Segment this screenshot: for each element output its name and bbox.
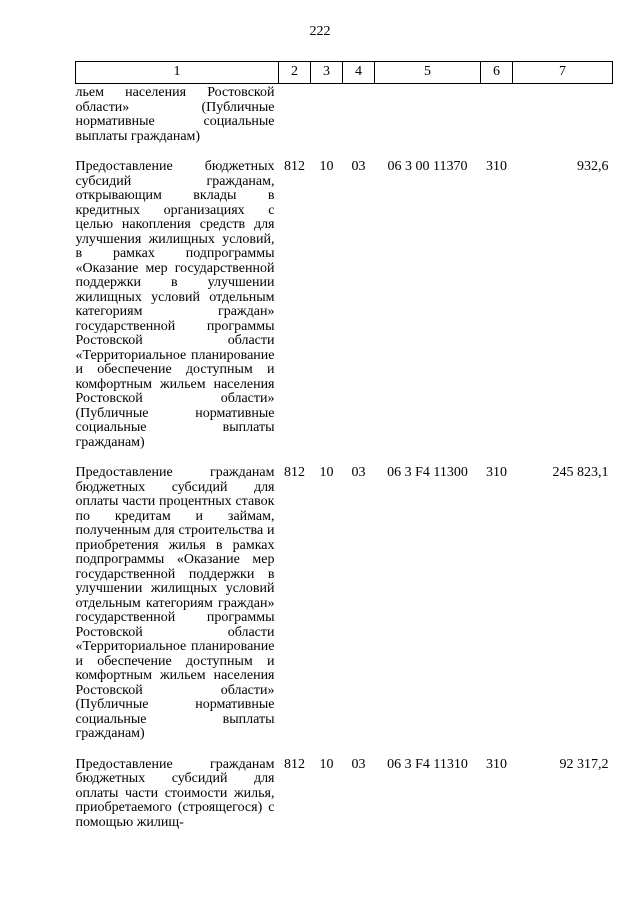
row-amount [513,84,613,161]
row-expense-type [481,84,513,161]
header-col-4: 4 [343,62,375,84]
row-amount: 245 823,1 [552,465,609,480]
header-col-3: 3 [311,62,343,84]
header-col-6: 6 [481,62,513,84]
row-subsection: 03 [351,756,366,772]
row-subsection: 03 [351,159,366,174]
table-row [76,160,613,466]
table-row [76,466,613,758]
row-subsection [343,84,375,161]
row-ministry-code [279,84,311,161]
row-section: 10 [319,465,334,480]
row-ministry-code: 812 [284,465,305,480]
header-col-1: 1 [76,62,279,84]
row-target-article: 06 3 F4 11310 [387,756,468,772]
row-expense-type: 310 [486,465,507,480]
row-expense-type: 310 [486,756,507,772]
table-row [76,84,613,161]
row-section: 10 [319,159,334,174]
row-section [311,84,343,161]
row-description: льем населения Ростовской области» (Публичные нормативные социальные выплаты гражданам) [75,85,275,144]
table-header-row [76,62,613,84]
row-target-article [375,84,481,161]
row-description: Предоставление гражданам бюджетных субсидий для оплаты части процентных ставок по кредитам и займам, полученным для строительства и приобретения жилья в рамках подпрограммы «Оказание мер государственной поддержки в улучшении жилищных условий отдельным категориям граждан» государственной программы Ростовской области «Территориальное планирование и обеспечение доступным и комфортным жильем населения Ростовской области» (Публичные нормативные социальные выплаты гражданам) [75,465,275,741]
row-description: Предоставление гражданам бюджетных субсидий для оплаты части стоимости жилья, приобретаемого (строящегося) с помощью жилищ- [75,756,275,830]
row-expense-type: 310 [486,159,507,174]
header-col-2: 2 [279,62,311,84]
row-ministry-code: 812 [284,159,305,174]
page-number: 222 [309,24,331,39]
row-target-article: 06 3 00 11370 [387,159,468,174]
row-subsection: 03 [351,465,366,480]
row-target-article: 06 3 F4 11300 [387,465,468,480]
row-ministry-code: 812 [284,756,305,772]
table-row [76,758,613,831]
budget-table [75,61,613,830]
header-col-5: 5 [375,62,481,84]
row-amount: 92 317,2 [559,756,609,772]
header-col-7: 7 [513,62,613,84]
row-amount: 932,6 [577,159,609,174]
row-section: 10 [319,756,334,772]
row-description: Предоставление бюджетных субсидий гражданам, открывающим вклады в кредитных организациях с целью накопления средств для улучшения жилищных условий, в рамках подпрограммы «Оказание мер государственной поддержки в улучшении жилищных условий отдельным категориям граждан» государственной программы Ростовской области «Территориальное планирование и обеспечение доступным и комфортным жильем населения Ростовской области» (Публичные нормативные социальные выплаты гражданам) [75,159,275,450]
